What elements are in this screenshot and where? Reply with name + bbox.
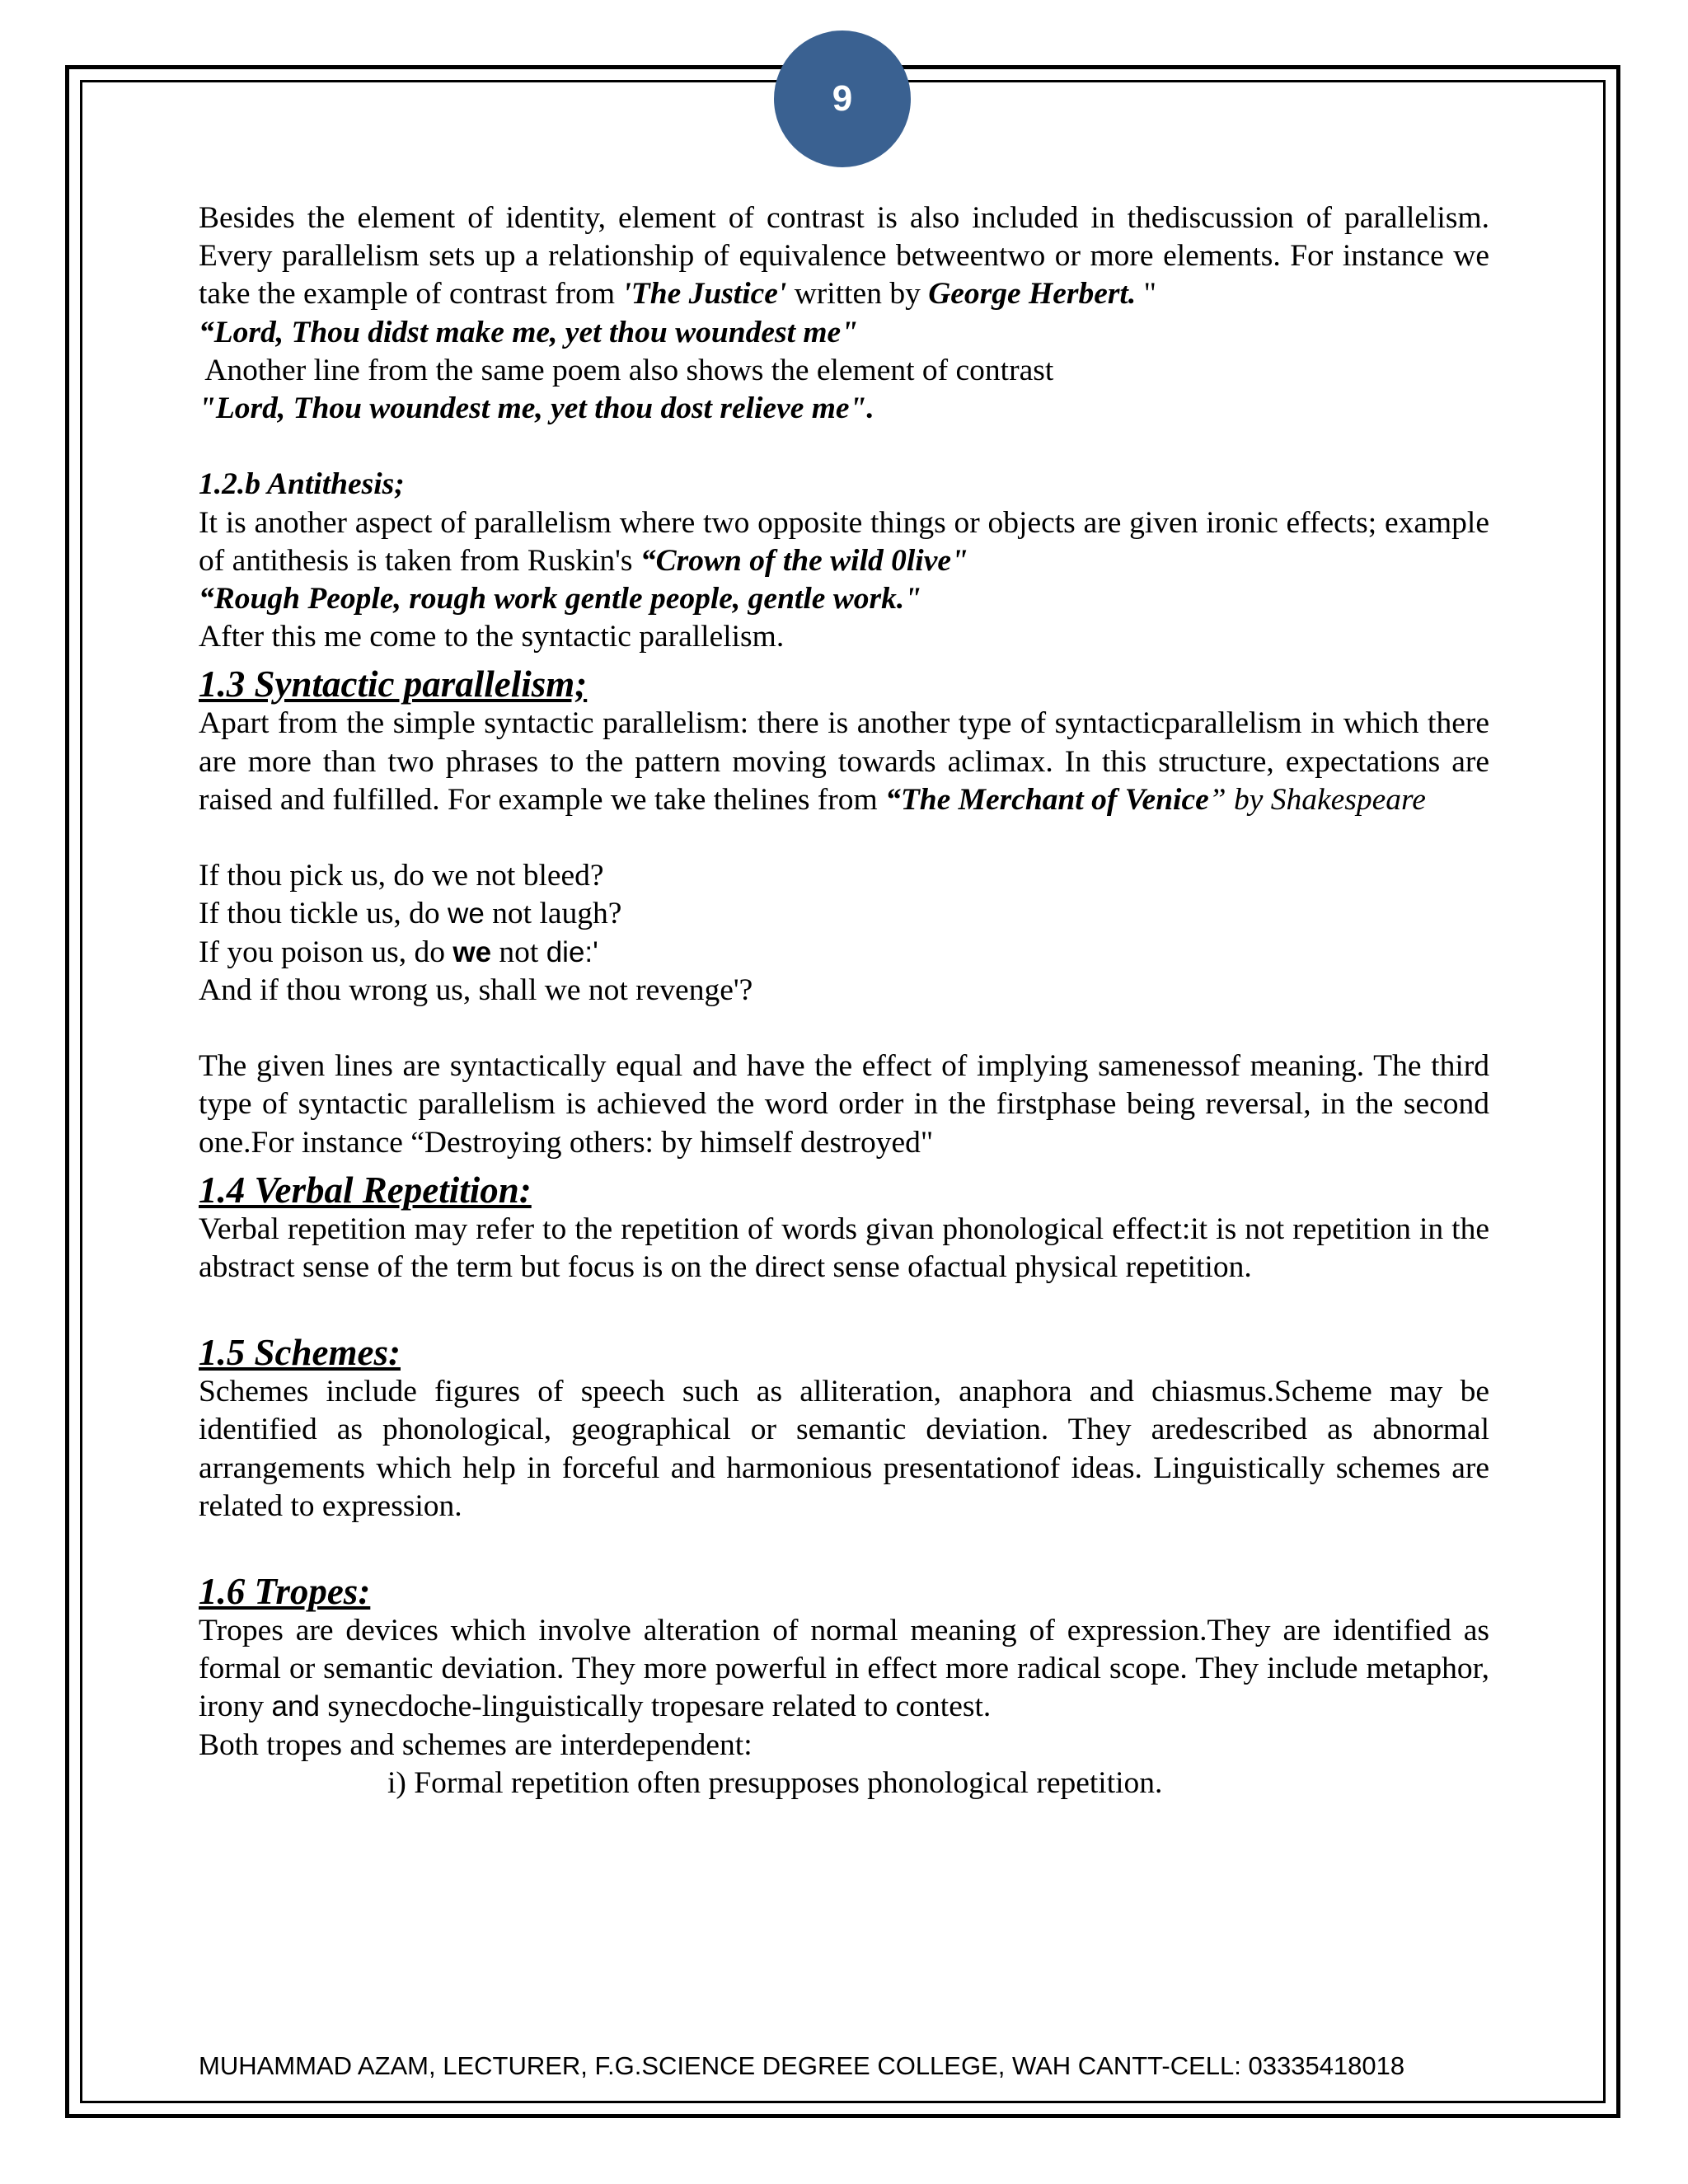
paragraph-another-line: Another line from the same poem also shows the element of contrast xyxy=(199,353,1054,387)
heading-syntactic-parallelism: 1.3 Syntactic parallelism; xyxy=(199,663,588,705)
text: written by xyxy=(786,277,929,312)
quote-line-1: “Lord, Thou didst make me, yet thou woundest me" xyxy=(199,315,859,349)
spacer xyxy=(199,428,1489,466)
verse-line-2 xyxy=(199,895,1489,933)
text: synecdoche-linguistically tropesare related to contest. xyxy=(319,1690,992,1724)
paragraph-tropes xyxy=(199,1612,1489,1727)
paragraph-verbal-repetition: Verbal repetition may refer to the repetition of words givan phonological effect:it is not repetition in the abstract sense of the term but focus is on the direct sense ofactual physical repetition. xyxy=(199,1212,1489,1285)
text: " xyxy=(1136,277,1156,312)
text: and xyxy=(271,1690,320,1723)
work-title: 'The Justice' xyxy=(622,277,787,312)
text: not xyxy=(491,935,546,969)
text: not laugh? xyxy=(484,897,622,931)
verse-line-1: If thou pick us, do we not bleed? xyxy=(199,859,604,893)
heading-schemes: 1.5 Schemes: xyxy=(199,1332,401,1374)
spacer xyxy=(199,1010,1489,1047)
paragraph-antithesis xyxy=(199,504,1489,580)
paragraph-after: After this me come to the syntactic parallelism. xyxy=(199,620,785,654)
page-content xyxy=(199,199,1489,1802)
work-title: “Crown of the wild 0live" xyxy=(640,543,968,578)
text: It is another aspect of parallelism where two opposite things or objects are given ironic effects; example of antithesis is taken from Ruskin's xyxy=(199,505,1489,578)
heading-antithesis: 1.2.b Antithesis; xyxy=(199,467,405,502)
quote-line-2: "Lord, Thou woundest me, yet thou dost relieve me". xyxy=(199,391,874,426)
paragraph-contrast xyxy=(199,199,1489,314)
text: die:' xyxy=(546,935,598,968)
paragraph-syntactic xyxy=(199,705,1489,819)
work-title: “The Merchant of Venice xyxy=(885,782,1209,817)
list-item: i) Formal repetition often presupposes phonological repetition. xyxy=(387,1765,1163,1800)
paragraph-schemes: Schemes include figures of speech such as alliteration, anaphora and chiasmus.Scheme may be identified as phonological, geographical or semantic deviation. They aredescribed as abnormal arrangements which help in forceful and harmonious presentationof ideas. Linguistically schemes are related to expression. xyxy=(199,1375,1489,1523)
text: Besides the element of identity, element of contrast is also included in thediscussion of parallelism. Every parallelism sets up a relationship of equivalence betweentwo or more elements. For instance we take the example of contrast from xyxy=(199,201,1489,312)
quote-ruskin: “Rough People, rough work gentle people, gentle work." xyxy=(199,582,922,616)
author-name: George Herbert. xyxy=(928,277,1137,312)
text: we xyxy=(452,935,492,968)
text: Apart from the simple syntactic parallelism: there is another type of syntacticparallelism in which there are more than two phrases to the pattern moving towards aclimax. In this structure, expectations are raised and fulfilled. For example we take thelines from xyxy=(199,706,1489,817)
spacer xyxy=(199,819,1489,857)
text: If thou tickle us, do xyxy=(199,897,448,931)
text: If you poison us, do xyxy=(199,935,453,969)
page-footer: MUHAMMAD AZAM, LECTURER, F.G.SCIENCE DEGREE COLLEGE, WAH CANTT-CELL: 03335418018 xyxy=(199,2051,1405,2080)
heading-tropes: 1.6 Tropes: xyxy=(199,1571,371,1613)
author-ref: ” by Shakespeare xyxy=(1208,782,1426,817)
paragraph-syntactic-2: The given lines are syntactically equal and have the effect of implying samenessof meaning. The third type of syntactic parallelism is achieved the word order in the firstphase being reversal, in the second one.For instance “Destroying others: by himself destroyed" xyxy=(199,1049,1489,1160)
verse-line-4: And if thou wrong us, shall we not revenge'? xyxy=(199,972,753,1007)
page-number-badge xyxy=(774,30,911,167)
text: we xyxy=(448,898,485,930)
text: Tropes are devices which involve alteration of normal meaning of expression.They are identified as formal or semantic deviation. They more powerful in effect more radical scope. They include metaphor, irony xyxy=(199,1614,1489,1724)
heading-verbal-repetition: 1.4 Verbal Repetition: xyxy=(199,1169,532,1211)
verse-line-3 xyxy=(199,934,1489,972)
paragraph-interdependent: Both tropes and schemes are interdependent: xyxy=(199,1727,753,1762)
page-number: 9 xyxy=(832,78,853,119)
